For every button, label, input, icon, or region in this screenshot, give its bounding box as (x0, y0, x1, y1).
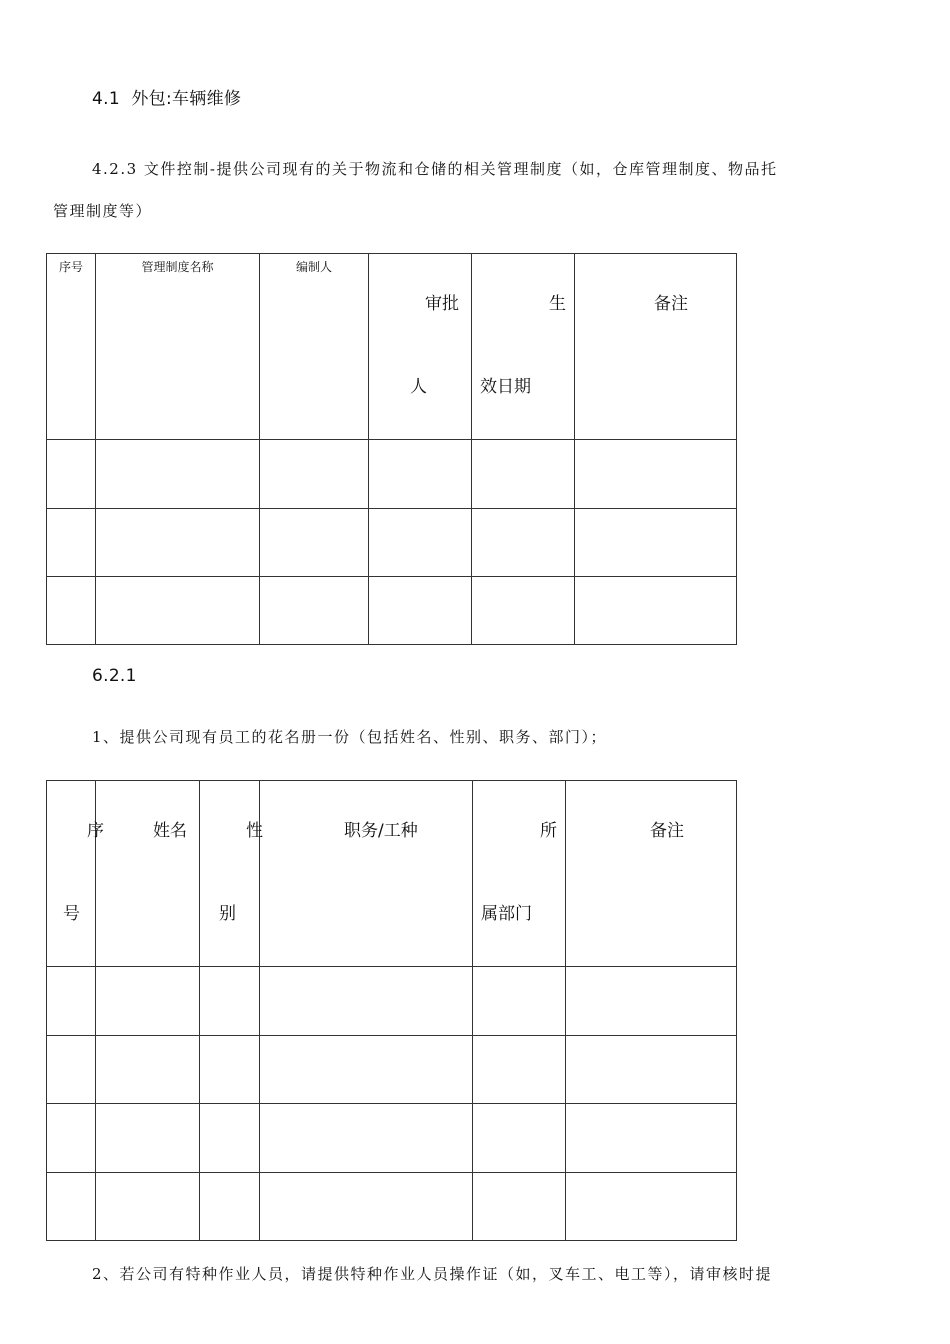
header-effective-date: 生 效日期 (472, 254, 575, 440)
section-6-2-1-heading: 6.2.1 (92, 666, 137, 686)
section-4-2-3-line2: 管理制度等） (53, 202, 153, 220)
section-4-1-heading (92, 84, 241, 109)
item2-paragraph: 2、若公司有特种作业人员，请提供特种作业人员操作证（如，叉车工、电工等），请审核时提 (92, 1265, 773, 1283)
table-row (47, 577, 737, 645)
table-row (47, 1173, 737, 1241)
management-system-table (46, 253, 737, 645)
header-remark: 备注 (575, 254, 737, 440)
header-seq: 序 号 (47, 781, 96, 967)
header-position: 职务/工种 (260, 781, 473, 967)
table-row (47, 967, 737, 1036)
section-number: 4.1 (92, 89, 120, 109)
table-row (47, 440, 737, 509)
section-title: 外包:车辆维修 (131, 89, 242, 109)
table-row (47, 509, 737, 577)
employee-roster-table (46, 780, 737, 1241)
table-header-row (47, 254, 737, 440)
header-system-name: 管理制度名称 (96, 254, 260, 440)
table-row (47, 1036, 737, 1104)
header-approver: 审批 人 (369, 254, 472, 440)
header-gender: 性 别 (200, 781, 260, 967)
header-remark: 备注 (566, 781, 737, 967)
header-department: 所 属部门 (473, 781, 566, 967)
section-6-2-1-item1: 1、提供公司现有员工的花名册一份（包括姓名、性别、职务、部门）； (92, 728, 608, 746)
table-header-row (47, 781, 737, 967)
section-4-2-3-line1: 4.2.3 文件控制-提供公司现有的关于物流和仓储的相关管理制度（如，仓库管理制度、物品托 (92, 160, 778, 178)
header-author: 编制人 (260, 254, 369, 440)
header-name: 姓名 (96, 781, 200, 967)
header-seq: 序号 (47, 254, 96, 440)
table-row (47, 1104, 737, 1173)
